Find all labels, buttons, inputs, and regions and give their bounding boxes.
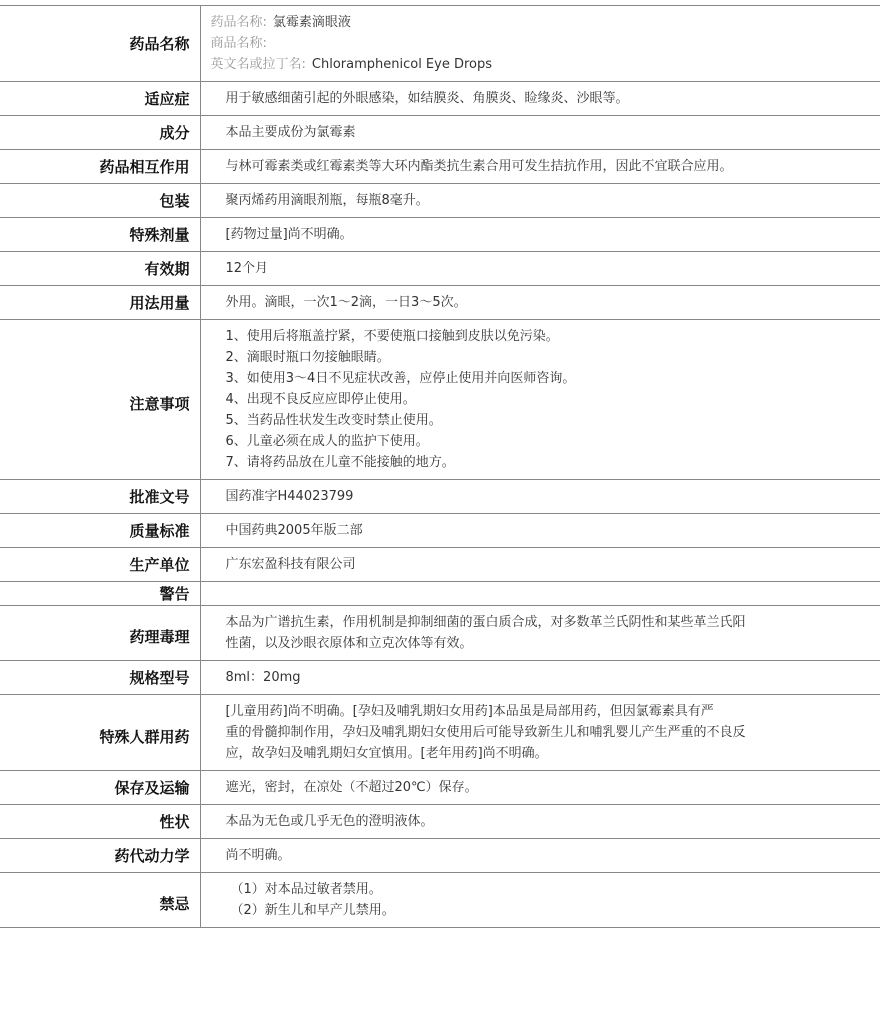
english-name-key: 英文名或拉丁名: [210,57,306,72]
row-contraindications [0,873,880,928]
row-warning [0,582,880,606]
label-drug-name: 药品名称 [0,6,200,82]
row-package [0,184,880,218]
precaution-line: 6、儿童必须在成人的监护下使用。 [225,434,429,449]
trade-name-line [211,33,880,54]
row-usage [0,286,880,320]
value-composition: 本品主要成份为氯霉素 [200,116,880,150]
value-storage: 遮光，密封，在凉处（不超过20℃）保存。 [200,771,880,805]
precaution-line: 2、滴眼时瓶口勿接触眼睛。 [225,350,390,365]
contraindication-line: （1）对本品过敏者禁用。 [230,882,382,897]
value-drug-name [200,6,880,82]
row-standard [0,514,880,548]
precaution-line: 4、出现不良反应应即停止使用。 [225,392,416,407]
row-manufacturer [0,548,880,582]
special-groups-line: 重的骨髓抑制作用，孕妇及哺乳期妇女使用后可能导致新生儿和哺乳婴儿产生严重的不良反 [225,725,746,740]
value-indications: 用于敏感细菌引起的外眼感染，如结膜炎、角膜炎、睑缘炎、沙眼等。 [200,82,880,116]
row-validity [0,252,880,286]
row-precautions [0,320,880,480]
row-pharmacology [0,606,880,661]
value-pharmacokinetics: 尚不明确。 [200,839,880,873]
generic-name: 氯霉素滴眼液 [272,15,351,30]
value-appearance: 本品为无色或几乎无色的澄明液体。 [200,805,880,839]
row-special-dose [0,218,880,252]
label-package: 包装 [0,184,200,218]
label-manufacturer: 生产单位 [0,548,200,582]
value-precautions [200,320,880,480]
label-storage: 保存及运输 [0,771,200,805]
value-pharmacology [200,606,880,661]
drug-info-sheet [0,5,880,928]
precaution-line: 5、当药品性状发生改变时禁止使用。 [225,413,442,428]
value-package: 聚丙烯药用滴眼剂瓶，每瓶8毫升。 [200,184,880,218]
special-groups-line: [儿童用药]尚不明确。[孕妇及哺乳期妇女用药]本品虽是局部用药，但因氯霉素具有严 [225,704,714,719]
drug-info-table [0,5,880,928]
value-approval: 国药准字H44023799 [200,480,880,514]
label-special-dose: 特殊剂量 [0,218,200,252]
row-indications [0,82,880,116]
label-pharmacology: 药理毒理 [0,606,200,661]
label-precautions: 注意事项 [0,320,200,480]
generic-name-line [211,12,880,33]
row-pharmacokinetics [0,839,880,873]
label-warning: 警告 [0,582,200,606]
value-warning [200,582,880,606]
row-appearance [0,805,880,839]
value-standard: 中国药典2005年版二部 [200,514,880,548]
row-interactions [0,150,880,184]
row-composition [0,116,880,150]
value-contraindications [200,873,880,928]
label-standard: 质量标准 [0,514,200,548]
generic-name-key: 药品名称: [210,15,267,30]
row-approval [0,480,880,514]
label-composition: 成分 [0,116,200,150]
label-indications: 适应症 [0,82,200,116]
value-validity: 12个月 [200,252,880,286]
value-spec: 8ml：20mg [200,661,880,695]
value-special-dose: [药物过量]尚不明确。 [200,218,880,252]
precaution-line: 1、使用后将瓶盖拧紧，不要使瓶口接触到皮肤以免污染。 [225,329,559,344]
value-usage: 外用。滴眼，一次1～2滴，一日3～5次。 [200,286,880,320]
row-special-groups [0,695,880,771]
label-spec: 规格型号 [0,661,200,695]
english-name: Chloramphenicol Eye Drops [311,57,493,72]
label-special-groups: 特殊人群用药 [0,695,200,771]
contraindication-line: （2）新生儿和早产儿禁用。 [230,903,395,918]
pharmacology-line: 本品为广谱抗生素，作用机制是抑制细菌的蛋白质合成，对多数革兰氏阴性和某些革兰氏阳 [225,615,746,630]
row-drug-name [0,6,880,82]
label-pharmacokinetics: 药代动力学 [0,839,200,873]
value-manufacturer: 广东宏盈科技有限公司 [200,548,880,582]
label-interactions: 药品相互作用 [0,150,200,184]
precaution-line: 7、请将药品放在儿童不能接触的地方。 [225,455,455,470]
label-approval: 批准文号 [0,480,200,514]
label-appearance: 性状 [0,805,200,839]
label-usage: 用法用量 [0,286,200,320]
value-interactions: 与林可霉素类或红霉素类等大环内酯类抗生素合用可发生拮抗作用，因此不宜联合应用。 [200,150,880,184]
special-groups-line: 应，故孕妇及哺乳期妇女宜慎用。[老年用药]尚不明确。 [225,746,548,761]
precaution-line: 3、如使用3～4日不见症状改善，应停止使用并向医师咨询。 [225,371,576,386]
english-name-line [211,54,880,75]
row-storage [0,771,880,805]
label-contraindications: 禁忌 [0,873,200,928]
row-spec [0,661,880,695]
label-validity: 有效期 [0,252,200,286]
trade-name-key: 商品名称: [210,36,267,51]
value-special-groups [200,695,880,771]
pharmacology-line: 性菌，以及沙眼衣原体和立克次体等有效。 [225,636,473,651]
